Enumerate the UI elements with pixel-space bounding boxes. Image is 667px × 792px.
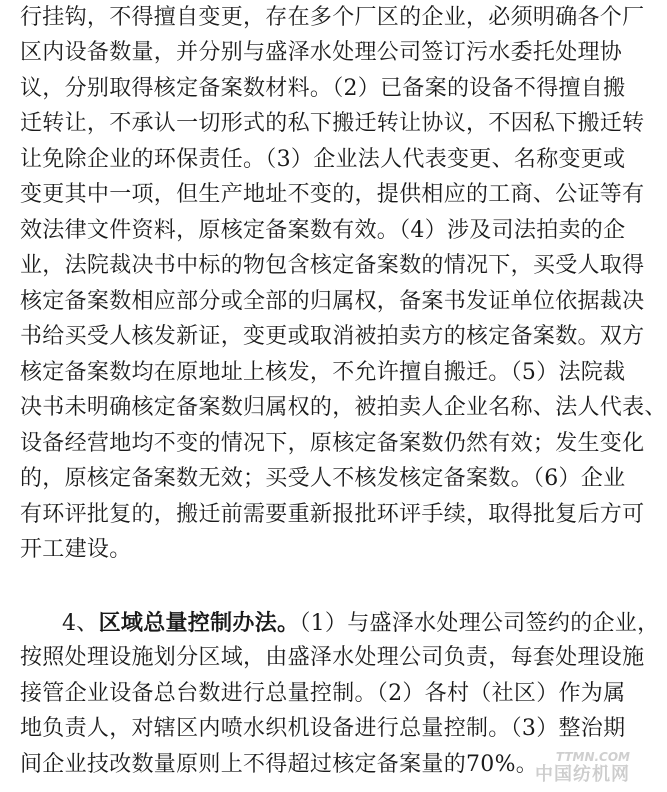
section-4-first-line [62,608,660,638]
paragraph-line: 核定备案数相应部分或全部的归属权，备案书发证单位依据裁决 [20,289,645,314]
watermark-url: TTMN.COM [555,750,630,764]
paragraph-line: 间企业技改数量原则上不得超过核定备案量的70%。 [20,752,539,777]
paragraph-line: 开工建设。 [20,537,132,562]
paragraph-line: 效法律文件资料，原核定备案数有效。（4）涉及司法拍卖的企 [20,218,626,243]
section-heading: 区域总量控制办法。 [98,610,300,636]
paragraph-line: 书给买受人核发新证，变更或取消被拍卖方的核定备案数。双方 [20,324,645,349]
paragraph-line: 地负责人，对辖区内喷水织机设备进行总量控制。（3）整治期 [20,716,626,741]
paragraph-line: 核定备案数均在原地址上核发，不允许擅自搬迁。（5）法院裁 [20,360,626,385]
paragraph-line: 业，法院裁决书中标的物包含核定备案数的情况下，买受人取得 [20,253,645,278]
paragraph-line: 变更其中一项，但生产地址不变的，提供相应的工商、公证等有 [20,182,645,207]
paragraph-line: 区内设备数量，并分别与盛泽水处理公司签订污水委托处理协 [20,40,623,65]
paragraph-line: 决书未明确核定备案数归属权的，被拍卖人企业名称、法人代表、 [20,395,667,420]
paragraph-line: 设备经营地均不变的情况下，原核定备案数仍然有效；发生变化 [20,431,645,456]
watermark-logo: 中国纺机网 [535,764,630,785]
paragraph-line: 的，原核定备案数无效；买受人不核发核定备案数。（6）企业 [20,466,626,491]
paragraph-line: 让免除企业的环保责任。（3）企业法人代表变更、名称变更或 [20,147,626,172]
watermark [535,751,630,784]
paragraph-line: 迁转让，不承认一切形式的私下搬迁转让协议，不因私下搬迁转 [20,111,645,136]
section-number: 4、 [62,611,99,636]
paragraph-line: 按照处理设施划分区域，由盛泽水处理公司负责，每套处理设施 [20,645,645,670]
paragraph-line: 行挂钩，不得擅自变更，存在多个厂区的企业，必须明确各个厂 [20,5,645,30]
paragraph-line: 接管企业设备总台数进行总量控制。（2）各村（社区）作为属 [20,681,626,706]
paragraph-line: 有环评批复的，搬迁前需要重新报批环评手续，取得批复后方可 [20,502,645,527]
section-text: （1）与盛泽水处理公司签约的企业， [299,611,660,636]
paragraph-line: 议，分别取得核定备案数材料。（2）已备案的设备不得擅自搬 [20,76,626,101]
